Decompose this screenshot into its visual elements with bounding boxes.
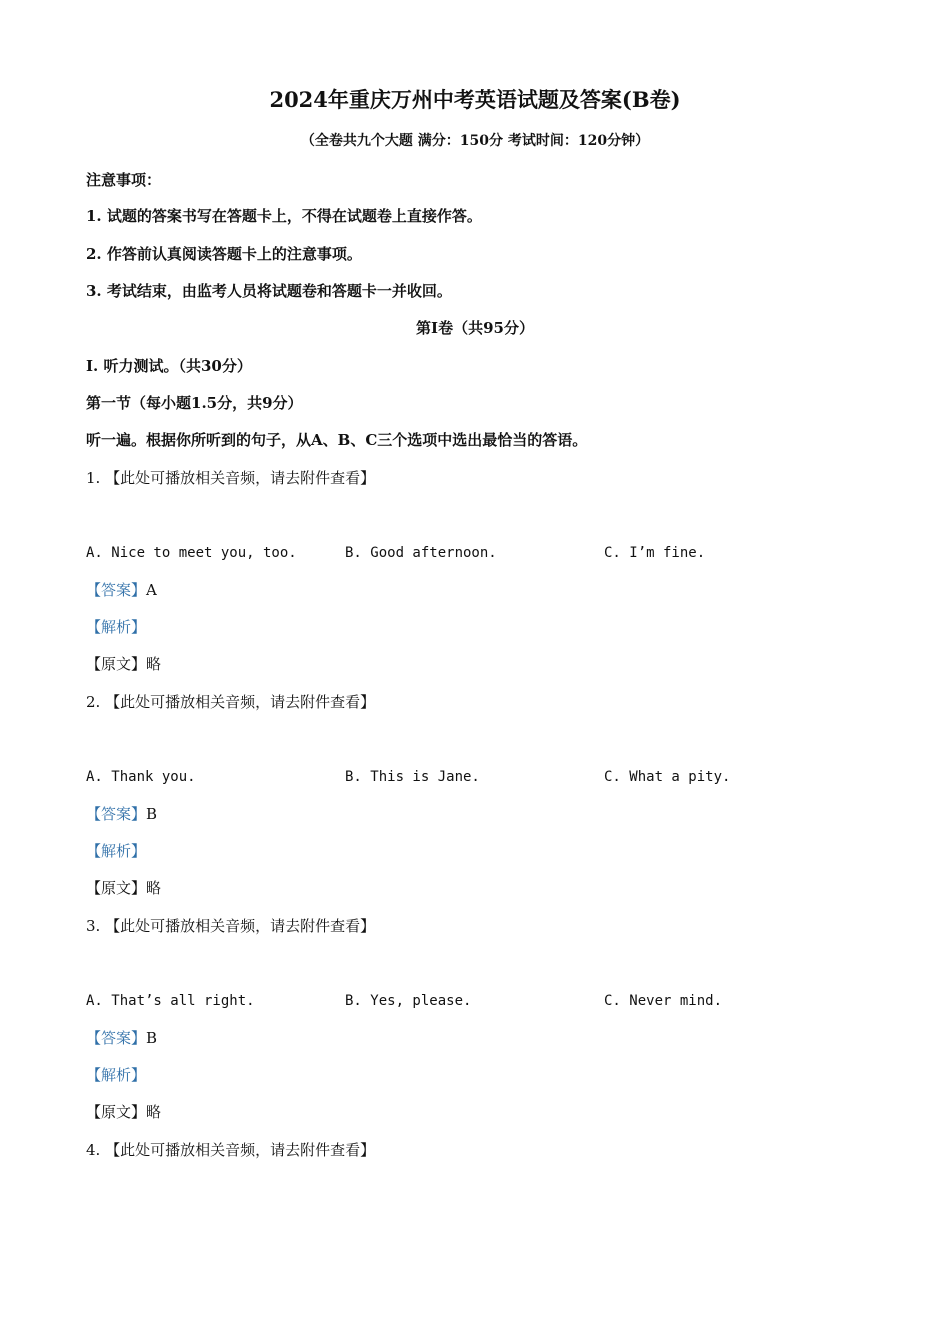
option-b: B. This is Jane. <box>345 769 480 785</box>
option-a: A. Thank you. <box>86 769 196 785</box>
option-c: C. I’m fine. <box>604 545 706 561</box>
answer-label: 【答案】 <box>86 1029 147 1047</box>
option-a: A. That’s all right. <box>86 993 255 1009</box>
original-line <box>86 878 161 898</box>
page-title: 2024年重庆万州中考英语试题及答案(B卷) <box>269 87 681 112</box>
instruction-text: 听一遍。根据你所听到的句子，从A、B、C三个选项中选出最恰当的答语。 <box>86 431 588 449</box>
option-b: B. Yes, please. <box>345 993 472 1009</box>
original-label: 【原文】 <box>86 879 147 897</box>
volume-heading: 第Ⅰ卷（共95分） <box>416 319 534 337</box>
original-value: 略 <box>146 879 162 897</box>
original-value: 略 <box>146 655 162 673</box>
original-line <box>86 1102 161 1122</box>
question-prompt[interactable]: 3. 【此处可播放相关音频，请去附件查看】 <box>86 917 376 935</box>
answer-line <box>86 1028 157 1048</box>
option-b: B. Good afternoon. <box>345 545 497 561</box>
option-c: C. What a pity. <box>604 769 731 785</box>
original-label: 【原文】 <box>86 655 147 673</box>
notice-heading: 注意事项： <box>86 171 162 189</box>
question-prompt[interactable]: 2. 【此处可播放相关音频，请去附件查看】 <box>86 693 376 711</box>
original-value: 略 <box>146 1103 162 1121</box>
question-prompt[interactable]: 1. 【此处可播放相关音频，请去附件查看】 <box>86 469 376 487</box>
notice-item: 3. 考试结束，由监考人员将试题卷和答题卡一并收回。 <box>86 282 452 300</box>
part-heading: 第一节（每小题1.5分，共9分） <box>86 394 303 412</box>
answer-value: B <box>146 805 158 823</box>
section-heading: Ⅰ. 听力测试。（共30分） <box>86 357 252 375</box>
answer-value: B <box>146 1029 158 1047</box>
option-c: C. Never mind. <box>604 993 723 1009</box>
notice-item: 2. 作答前认真阅读答题卡上的注意事项。 <box>86 245 362 263</box>
answer-line <box>86 804 157 824</box>
answer-label: 【答案】 <box>86 581 147 599</box>
original-line <box>86 654 161 674</box>
analysis-label: 【解析】 <box>86 618 147 636</box>
analysis-label: 【解析】 <box>86 842 147 860</box>
original-label: 【原文】 <box>86 1103 147 1121</box>
exam-subtitle: （全卷共九个大题 满分：150分 考试时间：120分钟） <box>300 133 650 149</box>
answer-line <box>86 580 157 600</box>
analysis-label: 【解析】 <box>86 1066 147 1084</box>
option-a: A. Nice to meet you, too. <box>86 545 297 561</box>
notice-item: 1. 试题的答案书写在答题卡上，不得在试题卷上直接作答。 <box>86 207 482 225</box>
answer-label: 【答案】 <box>86 805 147 823</box>
question-prompt[interactable]: 4. 【此处可播放相关音频，请去附件查看】 <box>86 1141 376 1159</box>
answer-value: A <box>146 581 157 599</box>
